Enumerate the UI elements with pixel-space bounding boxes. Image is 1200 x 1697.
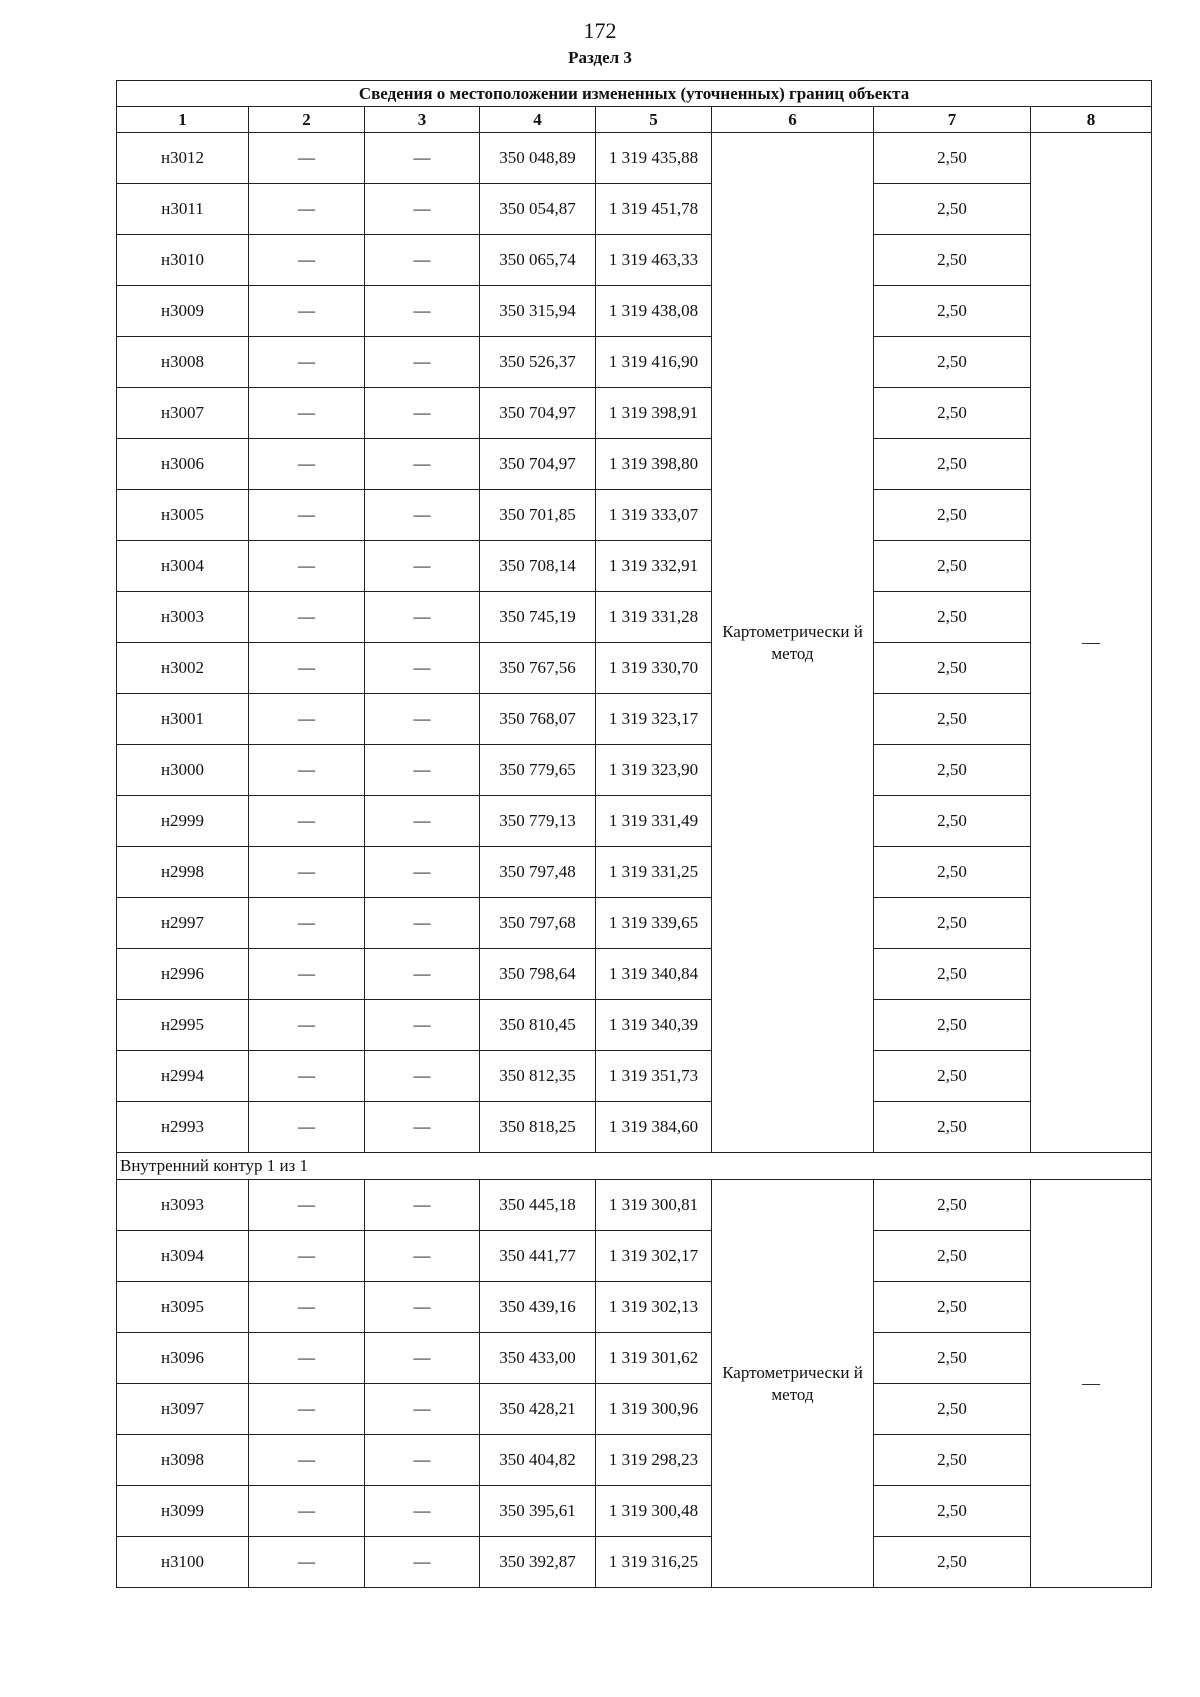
table-title: Сведения о местоположении измененных (уточненных) границ объекта — [117, 81, 1152, 107]
accuracy-cell: 2,50 — [874, 1282, 1031, 1333]
y-coordinate-cell: 1 319 463,33 — [596, 235, 712, 286]
col2-dash-cell: — — [249, 1537, 365, 1588]
accuracy-cell: 2,50 — [874, 1231, 1031, 1282]
y-coordinate-cell: 1 319 398,91 — [596, 388, 712, 439]
col8-dash-cell: — — [1031, 133, 1152, 1153]
point-id-cell: н2996 — [117, 949, 249, 1000]
col2-dash-cell: — — [249, 796, 365, 847]
column-number-1: 1 — [117, 107, 249, 133]
column-number-2: 2 — [249, 107, 365, 133]
page-number: 172 — [583, 18, 617, 43]
col3-dash-cell: — — [365, 745, 480, 796]
x-coordinate-cell: 350 810,45 — [480, 1000, 596, 1051]
accuracy-cell: 2,50 — [874, 133, 1031, 184]
point-id-cell: н3010 — [117, 235, 249, 286]
accuracy-cell: 2,50 — [874, 1435, 1031, 1486]
col3-dash-cell: — — [365, 541, 480, 592]
x-coordinate-cell: 350 445,18 — [480, 1180, 596, 1231]
table-title-row — [117, 81, 1152, 107]
table-row — [117, 490, 1152, 541]
table-row — [117, 949, 1152, 1000]
y-coordinate-cell: 1 319 300,96 — [596, 1384, 712, 1435]
col2-dash-cell: — — [249, 898, 365, 949]
accuracy-cell: 2,50 — [874, 541, 1031, 592]
table-row — [117, 133, 1152, 184]
accuracy-cell: 2,50 — [874, 337, 1031, 388]
accuracy-cell: 2,50 — [874, 439, 1031, 490]
point-id-cell: н3005 — [117, 490, 249, 541]
table-row — [117, 286, 1152, 337]
point-id-cell: н3098 — [117, 1435, 249, 1486]
x-coordinate-cell: 350 797,68 — [480, 898, 596, 949]
column-number-5: 5 — [596, 107, 712, 133]
y-coordinate-cell: 1 319 398,80 — [596, 439, 712, 490]
y-coordinate-cell: 1 319 333,07 — [596, 490, 712, 541]
column-number-4: 4 — [480, 107, 596, 133]
y-coordinate-cell: 1 319 435,88 — [596, 133, 712, 184]
table-row — [117, 337, 1152, 388]
accuracy-cell: 2,50 — [874, 643, 1031, 694]
contour-label: Внутренний контур 1 из 1 — [117, 1153, 1152, 1180]
accuracy-cell: 2,50 — [874, 1051, 1031, 1102]
table-row — [117, 592, 1152, 643]
col3-dash-cell: — — [365, 1102, 480, 1153]
col8-dash-cell: — — [1031, 1180, 1152, 1588]
x-coordinate-cell: 350 439,16 — [480, 1282, 596, 1333]
col2-dash-cell: — — [249, 694, 365, 745]
col3-dash-cell: — — [365, 1180, 480, 1231]
col2-dash-cell: — — [249, 337, 365, 388]
accuracy-cell: 2,50 — [874, 490, 1031, 541]
table-row — [117, 1000, 1152, 1051]
y-coordinate-cell: 1 319 340,84 — [596, 949, 712, 1000]
point-id-cell: н3008 — [117, 337, 249, 388]
table-row — [117, 694, 1152, 745]
col2-dash-cell: — — [249, 1384, 365, 1435]
col3-dash-cell: — — [365, 235, 480, 286]
table-row — [117, 1282, 1152, 1333]
col2-dash-cell: — — [249, 286, 365, 337]
col3-dash-cell: — — [365, 1384, 480, 1435]
y-coordinate-cell: 1 319 331,28 — [596, 592, 712, 643]
col2-dash-cell: — — [249, 592, 365, 643]
x-coordinate-cell: 350 704,97 — [480, 439, 596, 490]
accuracy-cell: 2,50 — [874, 184, 1031, 235]
col2-dash-cell: — — [249, 745, 365, 796]
y-coordinate-cell: 1 319 340,39 — [596, 1000, 712, 1051]
col3-dash-cell: — — [365, 1282, 480, 1333]
table-row — [117, 898, 1152, 949]
col3-dash-cell: — — [365, 1537, 480, 1588]
col3-dash-cell: — — [365, 439, 480, 490]
col3-dash-cell: — — [365, 1231, 480, 1282]
col2-dash-cell: — — [249, 1333, 365, 1384]
accuracy-cell: 2,50 — [874, 1384, 1031, 1435]
table-row — [117, 388, 1152, 439]
col3-dash-cell: — — [365, 490, 480, 541]
x-coordinate-cell: 350 048,89 — [480, 133, 596, 184]
point-id-cell: н3094 — [117, 1231, 249, 1282]
table-row — [117, 847, 1152, 898]
col3-dash-cell: — — [365, 643, 480, 694]
table-row — [117, 1384, 1152, 1435]
accuracy-cell: 2,50 — [874, 1180, 1031, 1231]
table-row — [117, 1231, 1152, 1282]
x-coordinate-cell: 350 441,77 — [480, 1231, 596, 1282]
column-number-8: 8 — [1031, 107, 1152, 133]
y-coordinate-cell: 1 319 438,08 — [596, 286, 712, 337]
x-coordinate-cell: 350 779,13 — [480, 796, 596, 847]
point-id-cell: н3001 — [117, 694, 249, 745]
point-id-cell: н3002 — [117, 643, 249, 694]
col2-dash-cell: — — [249, 1435, 365, 1486]
x-coordinate-cell: 350 704,97 — [480, 388, 596, 439]
y-coordinate-cell: 1 319 300,48 — [596, 1486, 712, 1537]
accuracy-cell: 2,50 — [874, 1102, 1031, 1153]
accuracy-cell: 2,50 — [874, 235, 1031, 286]
y-coordinate-cell: 1 319 301,62 — [596, 1333, 712, 1384]
table-row — [117, 1333, 1152, 1384]
accuracy-cell: 2,50 — [874, 694, 1031, 745]
col2-dash-cell: — — [249, 439, 365, 490]
x-coordinate-cell: 350 054,87 — [480, 184, 596, 235]
x-coordinate-cell: 350 818,25 — [480, 1102, 596, 1153]
col2-dash-cell: — — [249, 847, 365, 898]
col2-dash-cell: — — [249, 133, 365, 184]
table-row — [117, 796, 1152, 847]
point-id-cell: н3093 — [117, 1180, 249, 1231]
accuracy-cell: 2,50 — [874, 847, 1031, 898]
accuracy-cell: 2,50 — [874, 1000, 1031, 1051]
col2-dash-cell: — — [249, 1000, 365, 1051]
y-coordinate-cell: 1 319 451,78 — [596, 184, 712, 235]
x-coordinate-cell: 350 797,48 — [480, 847, 596, 898]
table-row — [117, 541, 1152, 592]
col3-dash-cell: — — [365, 592, 480, 643]
point-id-cell: н3007 — [117, 388, 249, 439]
table-row — [117, 235, 1152, 286]
col2-dash-cell: — — [249, 1102, 365, 1153]
col3-dash-cell: — — [365, 184, 480, 235]
table-row — [117, 1537, 1152, 1588]
x-coordinate-cell: 350 404,82 — [480, 1435, 596, 1486]
y-coordinate-cell: 1 319 331,49 — [596, 796, 712, 847]
x-coordinate-cell: 350 065,74 — [480, 235, 596, 286]
col3-dash-cell: — — [365, 1333, 480, 1384]
y-coordinate-cell: 1 319 302,13 — [596, 1282, 712, 1333]
x-coordinate-cell: 350 798,64 — [480, 949, 596, 1000]
column-number-7: 7 — [874, 107, 1031, 133]
col2-dash-cell: — — [249, 388, 365, 439]
col2-dash-cell: — — [249, 490, 365, 541]
y-coordinate-cell: 1 319 323,17 — [596, 694, 712, 745]
point-id-cell: н2994 — [117, 1051, 249, 1102]
column-number-3: 3 — [365, 107, 480, 133]
x-coordinate-cell: 350 708,14 — [480, 541, 596, 592]
point-id-cell: н2998 — [117, 847, 249, 898]
y-coordinate-cell: 1 319 300,81 — [596, 1180, 712, 1231]
y-coordinate-cell: 1 319 339,65 — [596, 898, 712, 949]
x-coordinate-cell: 350 315,94 — [480, 286, 596, 337]
y-coordinate-cell: 1 319 302,17 — [596, 1231, 712, 1282]
point-id-cell: н3011 — [117, 184, 249, 235]
col3-dash-cell: — — [365, 1486, 480, 1537]
boundary-coordinates-table — [116, 80, 1152, 1588]
col2-dash-cell: — — [249, 1051, 365, 1102]
col3-dash-cell: — — [365, 1435, 480, 1486]
table-row — [117, 1180, 1152, 1231]
point-id-cell: н2997 — [117, 898, 249, 949]
col2-dash-cell: — — [249, 541, 365, 592]
y-coordinate-cell: 1 319 351,73 — [596, 1051, 712, 1102]
point-id-cell: н2999 — [117, 796, 249, 847]
accuracy-cell: 2,50 — [874, 1537, 1031, 1588]
x-coordinate-cell: 350 395,61 — [480, 1486, 596, 1537]
point-id-cell: н3100 — [117, 1537, 249, 1588]
col2-dash-cell: — — [249, 1486, 365, 1537]
table-row — [117, 184, 1152, 235]
accuracy-cell: 2,50 — [874, 1333, 1031, 1384]
y-coordinate-cell: 1 319 416,90 — [596, 337, 712, 388]
x-coordinate-cell: 350 392,87 — [480, 1537, 596, 1588]
col2-dash-cell: — — [249, 1180, 365, 1231]
y-coordinate-cell: 1 319 323,90 — [596, 745, 712, 796]
table-row — [117, 1486, 1152, 1537]
y-coordinate-cell: 1 319 384,60 — [596, 1102, 712, 1153]
col2-dash-cell: — — [249, 949, 365, 1000]
point-id-cell: н3099 — [117, 1486, 249, 1537]
col2-dash-cell: — — [249, 1231, 365, 1282]
table-row — [117, 1102, 1152, 1153]
accuracy-cell: 2,50 — [874, 1486, 1031, 1537]
x-coordinate-cell: 350 526,37 — [480, 337, 596, 388]
point-id-cell: н3006 — [117, 439, 249, 490]
table-row — [117, 1051, 1152, 1102]
point-id-cell: н3012 — [117, 133, 249, 184]
col3-dash-cell: — — [365, 388, 480, 439]
y-coordinate-cell: 1 319 330,70 — [596, 643, 712, 694]
col3-dash-cell: — — [365, 898, 480, 949]
col3-dash-cell: — — [365, 796, 480, 847]
x-coordinate-cell: 350 779,65 — [480, 745, 596, 796]
y-coordinate-cell: 1 319 298,23 — [596, 1435, 712, 1486]
table-row — [117, 1435, 1152, 1486]
y-coordinate-cell: 1 319 331,25 — [596, 847, 712, 898]
accuracy-cell: 2,50 — [874, 796, 1031, 847]
x-coordinate-cell: 350 428,21 — [480, 1384, 596, 1435]
point-id-cell: н3000 — [117, 745, 249, 796]
section-title: Раздел 3 — [568, 48, 632, 67]
x-coordinate-cell: 350 812,35 — [480, 1051, 596, 1102]
contour-label-row — [117, 1153, 1152, 1180]
column-number-6: 6 — [712, 107, 874, 133]
x-coordinate-cell: 350 767,56 — [480, 643, 596, 694]
col2-dash-cell: — — [249, 1282, 365, 1333]
point-id-cell: н3096 — [117, 1333, 249, 1384]
col2-dash-cell: — — [249, 235, 365, 286]
x-coordinate-cell: 350 701,85 — [480, 490, 596, 541]
col3-dash-cell: — — [365, 847, 480, 898]
col2-dash-cell: — — [249, 184, 365, 235]
method-cell: Картометрически й метод — [712, 1180, 874, 1588]
point-id-cell: н3003 — [117, 592, 249, 643]
col3-dash-cell: — — [365, 1000, 480, 1051]
point-id-cell: н3009 — [117, 286, 249, 337]
col3-dash-cell: — — [365, 1051, 480, 1102]
accuracy-cell: 2,50 — [874, 388, 1031, 439]
accuracy-cell: 2,50 — [874, 286, 1031, 337]
point-id-cell: н3095 — [117, 1282, 249, 1333]
col3-dash-cell: — — [365, 133, 480, 184]
col3-dash-cell: — — [365, 286, 480, 337]
y-coordinate-cell: 1 319 316,25 — [596, 1537, 712, 1588]
col3-dash-cell: — — [365, 949, 480, 1000]
point-id-cell: н2995 — [117, 1000, 249, 1051]
accuracy-cell: 2,50 — [874, 745, 1031, 796]
y-coordinate-cell: 1 319 332,91 — [596, 541, 712, 592]
col3-dash-cell: — — [365, 337, 480, 388]
x-coordinate-cell: 350 745,19 — [480, 592, 596, 643]
point-id-cell: н2993 — [117, 1102, 249, 1153]
method-cell: Картометрически й метод — [712, 133, 874, 1153]
x-coordinate-cell: 350 768,07 — [480, 694, 596, 745]
accuracy-cell: 2,50 — [874, 949, 1031, 1000]
point-id-cell: н3097 — [117, 1384, 249, 1435]
accuracy-cell: 2,50 — [874, 592, 1031, 643]
x-coordinate-cell: 350 433,00 — [480, 1333, 596, 1384]
col3-dash-cell: — — [365, 694, 480, 745]
table-row — [117, 439, 1152, 490]
column-number-row — [117, 107, 1152, 133]
accuracy-cell: 2,50 — [874, 898, 1031, 949]
table-row — [117, 643, 1152, 694]
col2-dash-cell: — — [249, 643, 365, 694]
table-row — [117, 745, 1152, 796]
point-id-cell: н3004 — [117, 541, 249, 592]
